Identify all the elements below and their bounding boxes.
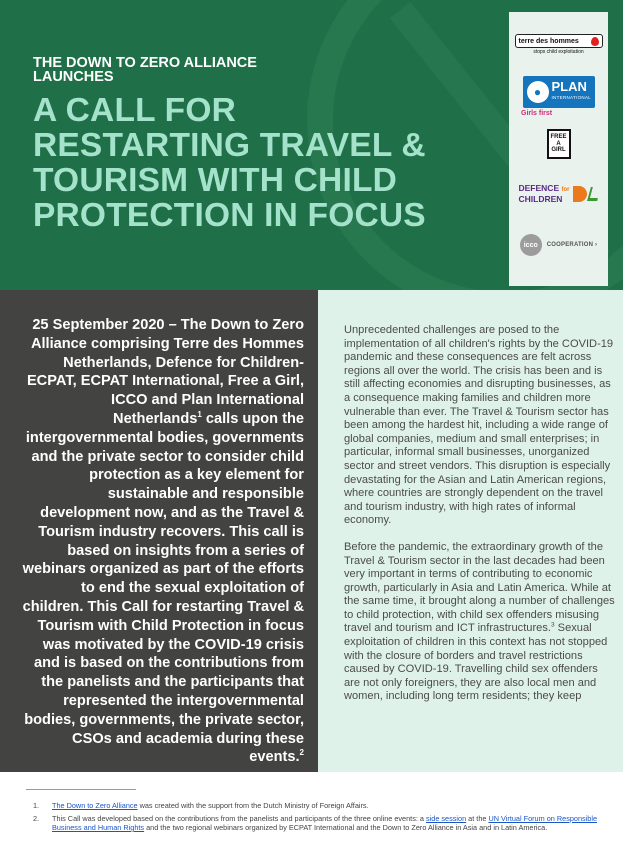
body-paragraph-1: Unprecedented challenges are posed to the implementation of all children's rights by the COVID-19 pandemic and these consequences are felt across regions all over the world. The crisis has been and is still affecting economies and disrupting businesses, as a consequence making families and children more vulnerable than ever. The Travel & Tourism sector has been among the hardest hit, including a wide range of global companies, medium and small enterprises; in particular, informal small businesses, unorganized sector and street vendors. This disruption is especially devastating for the Asian and Latin American regions, where countries are strongly dependent on the travel and tourism industry, with high rates of informal economy.	[344, 324, 614, 527]
plan-subtitle: INTERNATIONAL	[551, 95, 592, 100]
footnote-ref-1[interactable]: 1	[197, 410, 202, 420]
down-to-zero-link[interactable]: The Down to Zero Alliance	[52, 801, 138, 810]
terre-des-hommes-name: terre des hommes	[518, 37, 579, 45]
defence-for-children-logo	[509, 184, 608, 204]
footnote-text: and the two regional webinars organized by ECPAT International and the Down to Zero Alliance in Asia and in Latin America.	[144, 823, 548, 832]
icco-circle-icon: icco	[520, 234, 542, 256]
dfc-line2: CHILDREN	[518, 194, 563, 204]
plan-international-logo	[509, 76, 608, 117]
footnote-item	[33, 801, 613, 810]
side-session-link[interactable]: side session	[426, 814, 467, 823]
ecpat-mark-icon	[573, 186, 587, 202]
terre-des-hommes-logo	[509, 34, 608, 55]
plan-name: PLAN	[551, 79, 587, 94]
footnote-ref-3[interactable]: 3	[550, 621, 555, 629]
un-forum-link[interactable]: UN Virtual Forum on Responsible Business and Human Rights	[52, 814, 598, 832]
intro-part-2: calls upon the intergovernmental bodies, governments and the private sector to consider child protection as a key element for sustainable and responsible development now, and as the Travel & Tourism industry recovers. This call is based on insights from a series of webinars organized as part of the efforts to end the sexual exploitation of children. This Call for restarting Travel & Tourism with Child Protection in focus was motivated by the COVID-19 crisis and is based on the contributions from the panelists and the participants that represented the intergovernmental bodies, governments, the private sector, CSOs and academia during these events.	[22, 410, 304, 766]
free-a-girl-logo	[509, 129, 608, 159]
footnote-divider	[26, 789, 136, 790]
footnotes	[33, 801, 613, 836]
footnote-text: This Call was developed based on the contributions from the panelists and participants of the three online events: a	[52, 814, 426, 823]
footnote-text: at the	[466, 814, 489, 823]
footnote-ref-2[interactable]: 2	[299, 748, 304, 758]
child-figure-icon	[587, 187, 601, 201]
plan-tagline: Girls first	[521, 110, 553, 117]
page-title: A CALL FOR RESTARTING TRAVEL & TOURISM WITH CHILD PROTECTION IN FOCUS	[33, 92, 426, 234]
footnote-number: 1.	[33, 801, 40, 810]
body-paragraph-2-a: Before the pandemic, the extraordinary growth of the Travel & Tourism sector in the last decades had been very important in terms of contributing to economic growth, particularly in Asia and Latin America. While at the same time, it brought along a number of challenges to child protection, with child sex offenders misusing travel and tourism and ICT infrastructures.	[344, 540, 615, 635]
footnote-text: was created with the support from the Dutch Ministry of Foreign Affairs.	[137, 801, 369, 810]
partner-logos	[509, 12, 608, 286]
footnote-item	[33, 814, 613, 832]
intro-part-1: 25 September 2020 – The Down to Zero Alliance comprising Terre des Hommes Netherlands, Defence for Children-ECPAT, ECPAT International, Free a Girl, ICCO and Plan International Netherlands	[26, 317, 304, 427]
icco-cooperation-logo	[509, 234, 608, 256]
body-panel	[318, 290, 623, 772]
header-banner	[0, 0, 623, 290]
icco-tagline: COOPERATION ›	[546, 242, 598, 248]
footnote-number: 2.	[33, 814, 40, 823]
body-paragraph-2-b: Sexual exploitation of children in this context has not stopped with the closure of borders and travel restrictions caused by COVID-19. Travelling child sex offenders are not only foreigners, they are also local men and women, including long term residents; they keep	[344, 622, 608, 703]
intro-statement	[22, 316, 304, 767]
terre-des-hommes-tagline: stops child exploitation	[533, 49, 584, 55]
drop-icon	[591, 37, 599, 46]
free-a-girl-text: FREE A GIRL	[547, 129, 571, 159]
body-text	[344, 324, 616, 717]
intro-panel	[0, 290, 318, 772]
dfc-for: for	[561, 187, 570, 193]
kicker: THE DOWN TO ZERO ALLIANCE LAUNCHES	[33, 55, 257, 85]
dfc-line1: DEFENCE	[518, 183, 560, 193]
person-icon: ●	[527, 81, 549, 103]
body-paragraph-2	[344, 541, 616, 704]
